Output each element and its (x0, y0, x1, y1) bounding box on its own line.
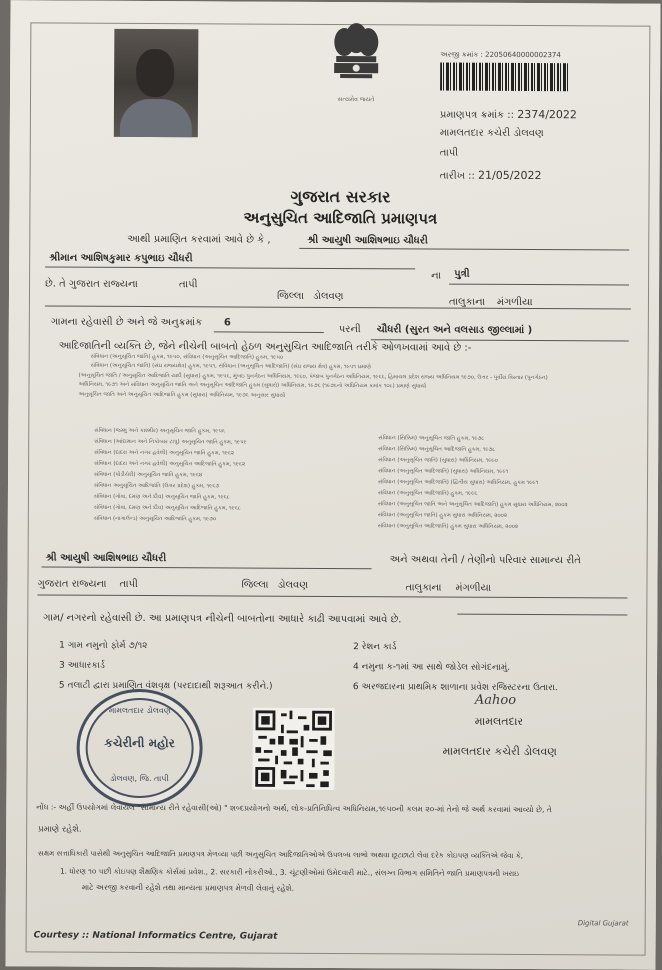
seal-bottom-text: ડોલવણ, જિ. તાપી (110, 773, 169, 784)
certificate-number: 2374/2022 (517, 107, 577, 122)
family-taluka-label: તાલુકાના (405, 582, 442, 594)
order-line: સંવિધાન (અનુસૂચિત જાતિ) (સુધારા) અધિનિયમ, ૧૯૯૦ (378, 457, 498, 464)
family-state-text: ગુજરાત રાજ્યના (37, 578, 107, 590)
applicant-photo (114, 29, 199, 137)
order-line: સંવિધાન (અનુસૂચિત જાતિ અને અનુસૂચિત આદિજાતિ) હુકમ સુધારા અધિનિયમ, ૨૦૦૨ (377, 501, 568, 509)
document-item: 4 નમુના ક-૧માં આ સાથે જોડેલ સોગંદનામું. (353, 662, 511, 673)
application-number: અરજી ક્રમાંક : 22050640000002374 (440, 50, 561, 60)
family-district: તાપી (119, 578, 138, 590)
family-person-name: શ્રી આયુષી આશિષભાઇ ચૌધરી (45, 552, 167, 565)
taluka: ડોલવણ (312, 290, 344, 303)
relation-prefix: ના (431, 270, 442, 282)
document-item: 3 આધારકાર્ડ (59, 660, 105, 671)
office-seal (76, 689, 203, 808)
order-line: સંવિધાન (અનુસૂચિત જાતિ) હુકમ સુધારા અધિનિયમ, ૨૦૦૨ (377, 512, 508, 519)
certificate-title: અનુસુચિત આદિજાતિ પ્રમાણપત્ર (243, 208, 438, 228)
qr-code (252, 708, 334, 790)
issue-date: 21/05/2022 (478, 168, 542, 183)
issuing-office: મામલતદાર કચેરી ડોલવણ (439, 127, 544, 140)
order-line: સંવિધાન (દાદરા અને નગર હવેલી) અનુસૂચિત આદિજાતિ હુકમ, ૧૯૬૨ (94, 460, 246, 468)
office-district: તાપી (439, 147, 459, 159)
order-line: સંવિધાન (આંદામાન અને નિકોબાર ટાપુ) અનુસૂચિત જાતિ હુકમ, ૧૯૫૯ (94, 438, 247, 446)
barcode (440, 63, 568, 92)
order-line: સંવિધાન (જમ્મુ અને કાશ્મીર) અનુસૂચિત જાતિ હુકમ, ૧૯૫૬ (94, 427, 226, 435)
note-line: પ્રમાણે રહેશે. (38, 824, 82, 835)
emblem-caption: સત્યમેવ જયતે (337, 96, 375, 104)
serial-number: 6 (223, 317, 231, 329)
family-district-label: જિલ્લા (241, 579, 269, 591)
district-label: જિલ્લા (276, 290, 304, 302)
order-line: સંવિધાન (દાદરા અને નગર હવેલી) અનુસૂચિત જાતિ હુકમ, ૧૯૬૨ (94, 449, 235, 457)
recognition-text: આદિજાતિની વ્યક્તિ છે, જેને નીચેની બાબતો હેઠળ અનુસુચિત આદિજાતિ તરીકે ઓળખવામાં આવે છે :- (58, 340, 472, 354)
order-line: સંવિધાન (અનુસૂચિત આદિજાતિ) હુકમ સુધારા અધિનિયમ, ૨૦૦૨ (377, 523, 519, 530)
tribe-name: ચૌધરી (સુરત અને વલસાડ જીલ્લામાં ) (376, 324, 533, 337)
government-title: ગુજરાત સરકાર (290, 186, 391, 207)
order-line: (અનુસૂચિત જાતિ / અનુસૂચિત આદિજાતિ યાદી (સુધારા) હુકમ, ૧૯૫૬, મુંબઇ પુનર્ગઠન અધિનિયમ, ૧૯૬૦, પંજાબ પુનર્ગઠન અધિનિયમ, ૧૯૬૬, હિમાચલ પ્રદેશ રાજ્ય અધિનિયમ ૧૯૭૦, ઉત્તર - પૂર્વીય વિસ્તાર (પુનર્ગઠન) (78, 372, 548, 381)
orders-top (78, 353, 548, 400)
order-line: સંવિધાન (અનુસૂચિત આદિજાતિ) (દ્વિતીય સુધારા) અધિનિયમ, હુકમ ૧૯૯૧ (377, 479, 539, 487)
order-line: અનુસૂચિત જાતિ અને અનુસૂચિત આદિજાતિ હુકમ (સુધારા) અધિનિયમ, ૧૯૭૬ અનુસાર સુધાર્યા (78, 391, 286, 399)
signatory-office: મામલતદાર કચેરી ડોલવણ (442, 744, 557, 759)
state-text: છે. તે ગુજરાત રાજ્યના (45, 278, 138, 290)
seal-center-text: કચેરીની મહોર (104, 735, 175, 751)
document-item: 1 ગામ નમુનો ફોર્મ ૭/૧૨ (59, 640, 148, 652)
certificate-number-row (440, 108, 577, 122)
national-emblem-icon (328, 22, 384, 96)
order-line: સંવિધાન (નાગાલેન્ડ) અનુસૂચિત આદિજાતિ હુકમ, ૧૯૭૦ (93, 515, 217, 523)
village: મંગળીયા (496, 296, 533, 309)
order-line: સંવિધાન (ગોવા, દમણ અને દીવ) અનુસૂચિત જાતિ હુકમ, ૧૯૬૮ (93, 493, 230, 501)
order-line: સંવિધાન (સિક્કિમ) અનુસૂચિત આદિજાતિ હુકમ, ૧૯૭૮ (378, 446, 496, 453)
issue-date-row (440, 169, 542, 183)
order-line: અધિનિયમ, ૧૯૭૧ અને સંવિધાન અનુસૂચિત જાતિ અને અનુસૂચિત આદિજાતિ હુકમ (સુધારો) અધિનિયમ, ૧૯૭૬ (૧૯૭૬નો અધિનિયમ ક્રમાંક ૧૦૮) પ્રમાણે સુધાર્યા (78, 381, 427, 390)
certificate-number-label: પ્રમાણપત્ર ક્રમાંક :: (439, 109, 515, 121)
family-text: અને અથવા તેની / તેણીનો પરિવાર સામાન્ય રીતે (389, 554, 581, 567)
basis-text: ગામ/ નગરનો રહેવાસી છે. આ પ્રમાણપત્ર નીચેની બાબતોના આધારે કાઢી આપવામાં આવે છે. (43, 612, 402, 626)
parent-name: શ્રીમાન આશિષકુમાર કપુભાઇ ચૌધરી (49, 252, 193, 265)
note-line: માટે અરજી કરવાની રહેશે તથા માન્યતા પ્રમાણપત્ર મેળવી લેવાનું રહેશે. (81, 882, 295, 893)
certify-text: આથી પ્રમાણિત કરવામાં આવે છે કે , (127, 233, 271, 246)
orders-right-column (378, 436, 568, 530)
order-line: સંવિધાન (સિક્કિમ) અનુસૂચિત જાતિ હુકમ, ૧૯૭૮ (378, 435, 485, 442)
order-line: સંવિધાન અનુસૂચિત આદિજાતિ (ઉત્તર પ્રદેશ) હુકમ, ૧૯૬૭ (93, 482, 220, 490)
family-taluka: ડોલવણ (277, 579, 309, 591)
certificate-paper (5, 0, 660, 969)
district: તાપી (179, 279, 198, 291)
orders-left-column (94, 429, 247, 523)
person-name: શ્રી આયુષી આશિષભાઇ ચૌધરી (307, 234, 428, 247)
document-item: 2 રેશન કાર્ડ (353, 642, 397, 653)
order-line: સંવિધાન (અનુસૂચિત આદિજાતિ) હુકમ, ૧૯૯૬ (377, 490, 478, 497)
order-line: સંવિધાન (ગોવા, દમણ અને દીવ) અનુસૂચિત આદિજાતિ હુકમ, ૧૯૬૮ (93, 504, 241, 512)
family-village: મંગળીયા (455, 582, 492, 594)
signature: Aahoo (474, 692, 517, 708)
order-line: સંવિધાન (અનુસૂચિત જાતિ) (સંઘ રાજ્યક્ષેત્ર) હુકમ, ૧૯૫૧, સંવિધાન (અનુસૂચિત આદિજાતિ) (સંઘ રાજ્ય ક્ષેત્ર) હુકમ, ૧૯૫૧ પ્રમાણે (90, 363, 371, 371)
digital-gujarat-footer: Digital Gujarat (577, 919, 629, 928)
seal-top-text: મામલતદાર ડોલવણ (108, 705, 171, 716)
courtesy-footer: Courtesy :: National Informatics Centre, Gujarat (33, 930, 278, 942)
resident-text: ગામના રહેવાસી છે અને જે અનુક્રમાંક (50, 316, 203, 329)
document-item: 6 અરજદારના પ્રાથમિક શાળાના પ્રવેશ રજિસ્ટરના ઉતારા. (352, 682, 558, 694)
note-line: નોંધ :- અહીં ઉપયોગમાં લેવાયેલ "સામાન્ય રીતે રહેવાસી(ઓ) " શબ્દપ્રયોગનો અર્થ, લોક-પ્રતિનિધિત્વ અધિનિયમ,૧૯૫૦ની કલમ ૨૦-માં તેનો જે અર્થ કરવામાં આવ્યો છે, તે (36, 802, 552, 815)
relation: પુત્રી (454, 268, 470, 280)
note-line: સક્ષમ સત્તાધિકારી પાસેથી અનુસુચિત આદિજાતિ પ્રમાણપત્ર મેળવ્યા પછી અનુસુચિત આદિજાતિઓએ ઉપલબ્ધ લાભો અથવા છૂટછાટો લેવા દરેક કોઇપણ વ્યક્તિએ જેવા કે, (38, 848, 524, 860)
order-line: સંવિધાન (અનુસૂચિત આદિજાતિ) (સુધારા) અધિનિયમ, ૧૯૯૧ (378, 468, 509, 475)
note-line: 1. ધોરણ ૧૦ પછી કોઇપણ શૈક્ષણિક કોર્સમાં પ્રવેશ., 2. સરકારી નોકરીઓ., 3. ચૂંટણીઓમાં ઉમેદવારી માટે., સંલગ્ન વિભાગ સમિતિને જાતિ પ્રમાણપત્રની ખરાઇ (59, 866, 519, 878)
order-line: સંવિધાન (અનુસૂચિત જાતિ) હુકમ, ૧૯૫૦, સંવિધાન (અનુસૂચિત આદિજાતિ) હુકમ, ૧૯૫૦ (90, 353, 284, 361)
paro-label: પરની (338, 324, 361, 336)
order-line: સંવિધાન (પોંડીચેરી) અનુસૂચિત જાતિ હુકમ, ૧૯૬૪ (94, 471, 203, 479)
issue-date-label: તારીખ :: (439, 170, 475, 182)
signatory-designation: મામલતદાર (474, 714, 524, 728)
document-item: 5 તલાટી દ્વારા પ્રમાણિત વંશવૃક્ષ (પરદાદાથી શરૂઆત કરીને.) (58, 680, 273, 692)
taluka-label: તાલુકાના (448, 296, 486, 308)
